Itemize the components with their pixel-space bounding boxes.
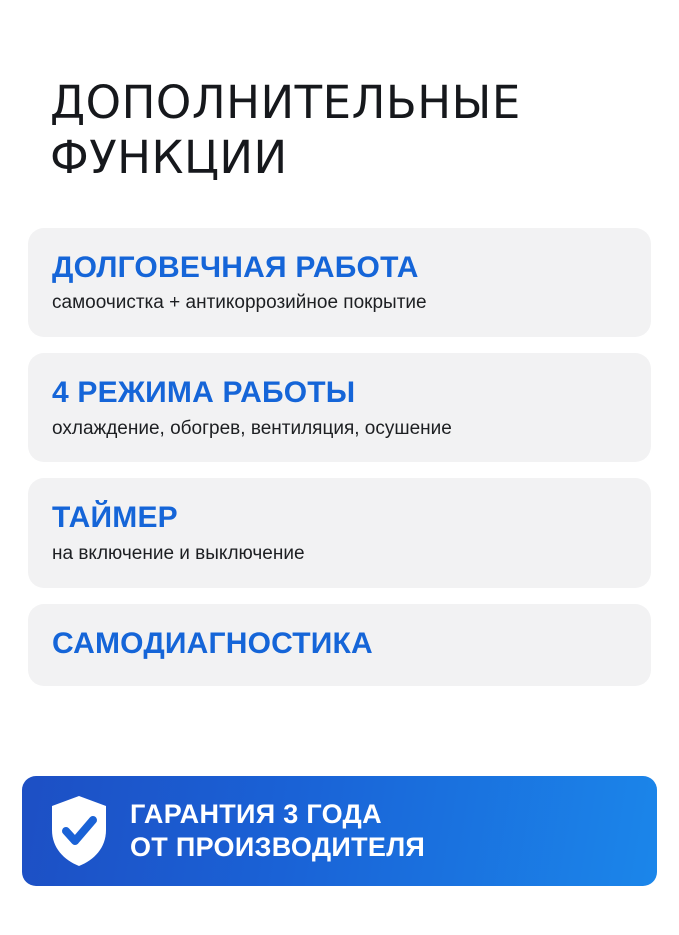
feature-card-title: 4 РЕЖИМА РАБОТЫ [52, 376, 356, 410]
warranty-banner-text [130, 798, 425, 864]
page-title: ДОПОЛНИТЕЛЬНЫЕ ФУНКЦИИ [50, 76, 521, 185]
feature-card-subtitle: на включение и выключение [52, 542, 305, 564]
feature-card-subtitle: охлаждение, обогрев, вентиляция, осушение [52, 417, 452, 439]
feature-card-title: ТАЙМЕР [52, 501, 178, 535]
feature-card-title: ДОЛГОВЕЧНАЯ РАБОТА [52, 251, 419, 284]
feature-card-title: САМОДИАГНОСТИКА [52, 626, 373, 660]
warranty-banner-line2: ОТ ПРОИЗВОДИТЕЛЯ [130, 832, 426, 862]
feature-card [28, 478, 651, 587]
feature-card-list [28, 228, 651, 686]
warranty-banner-line1: ГАРАНТИЯ 3 ГОДА [130, 799, 382, 830]
feature-card [28, 604, 651, 686]
warranty-banner [22, 776, 657, 886]
feature-card [28, 353, 651, 462]
shield-check-icon [48, 794, 110, 868]
feature-card [28, 228, 651, 337]
feature-card-subtitle: самоочистка + антикоррозийное покрытие [52, 292, 427, 314]
